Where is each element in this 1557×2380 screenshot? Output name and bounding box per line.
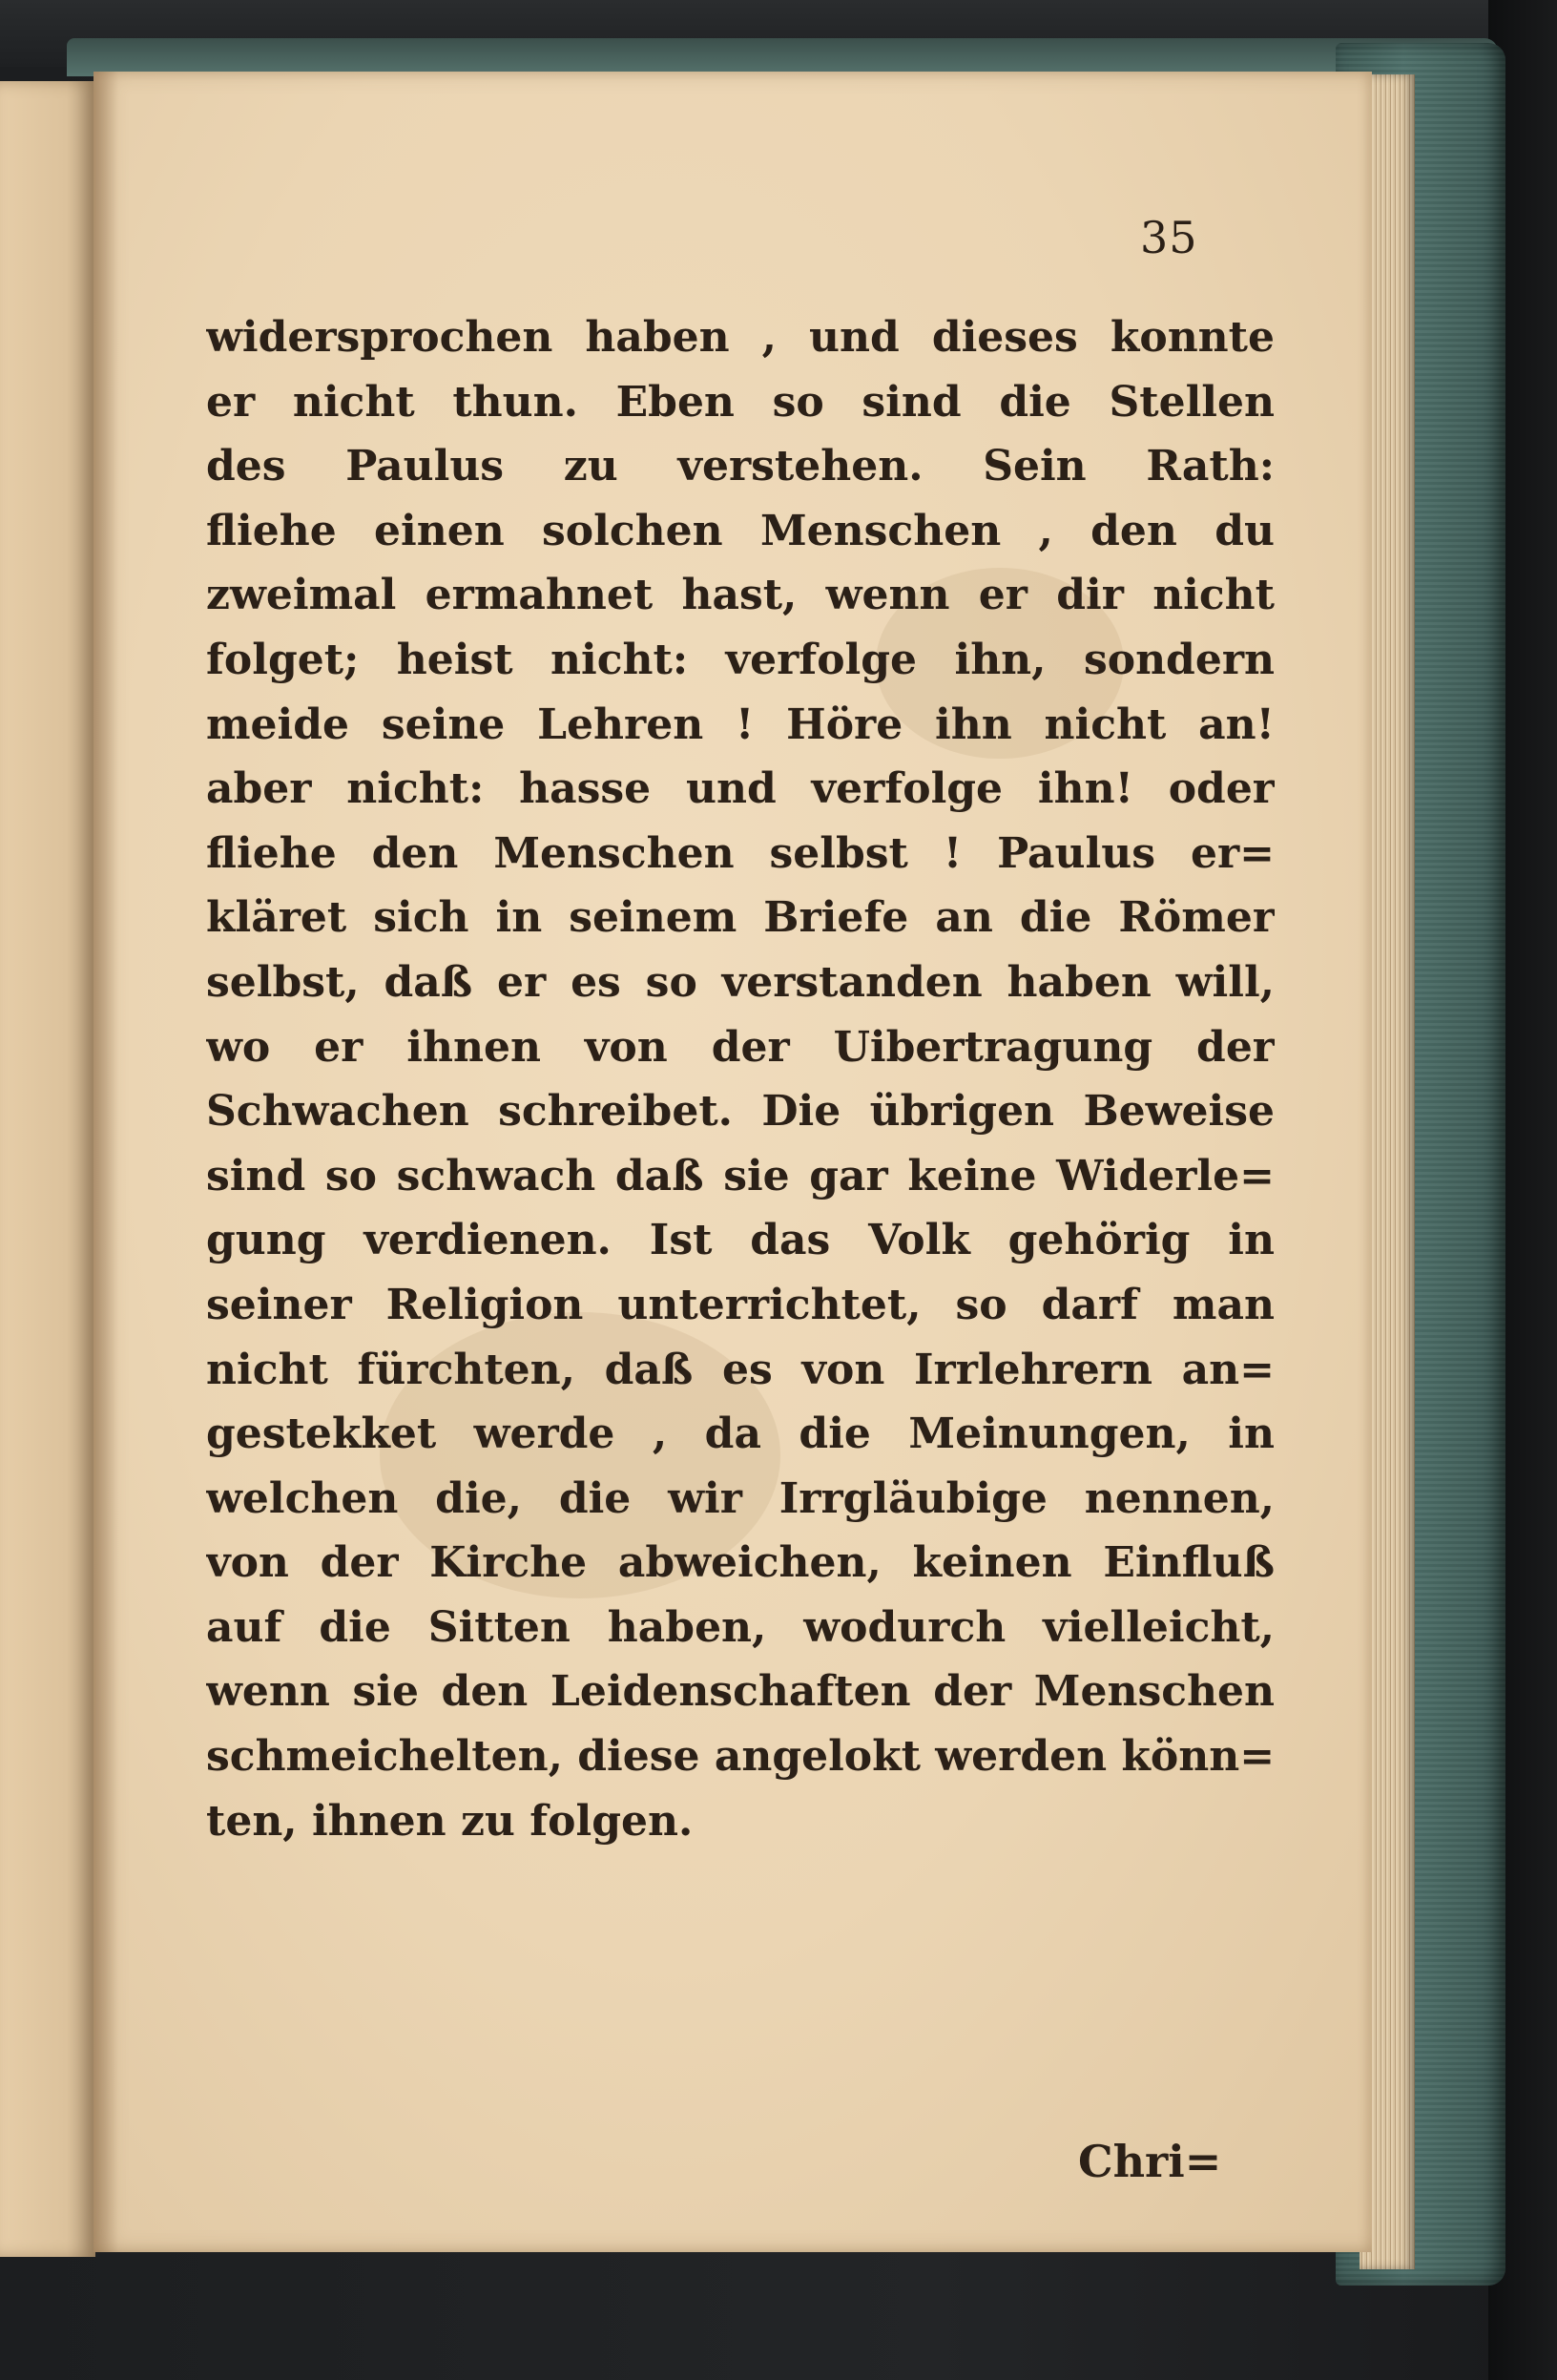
page-gutter-shadow xyxy=(93,72,118,2252)
text-line: zweimal ermahnet hast, wenn er dir nicht xyxy=(206,571,1275,620)
text-line: wo er ihnen von der Uibertragung der xyxy=(206,1022,1275,1072)
text-line: fliehe einen solchen Menschen , den du xyxy=(206,506,1275,555)
text-line: schmeichelten, diese angelokt werden könn= xyxy=(206,1732,1275,1782)
text-line: nicht fürchten, daß es von Irrlehrern an= xyxy=(206,1345,1275,1394)
book-page xyxy=(93,72,1372,2252)
text-body xyxy=(206,305,1275,1853)
book-cover-top xyxy=(67,38,1498,76)
text-line: meide seine Lehren ! Höre ihn nicht an! xyxy=(206,699,1275,749)
text-line: widersprochen haben , und dieses konnte xyxy=(206,313,1275,362)
text-line: gestekket werde , da die Meinungen, in xyxy=(206,1409,1275,1459)
text-line: selbst, daß er es so verstanden haben will, xyxy=(206,957,1275,1007)
text-line: ten, ihnen zu folgen. xyxy=(206,1796,694,1846)
text-line: gung verdienen. Ist das Volk gehörig in xyxy=(206,1216,1275,1265)
text-line: fliehe den Menschen selbst ! Paulus er= xyxy=(206,828,1275,878)
text-line: Schwachen schreibet. Die übrigen Beweise xyxy=(206,1087,1275,1137)
text-line: seiner Religion unterrichtet, so darf man xyxy=(206,1280,1275,1329)
text-line: von der Kirche abweichen, keinen Einfluß xyxy=(206,1538,1275,1588)
text-line: wenn sie den Leidenschaften der Menschen xyxy=(206,1667,1275,1717)
text-line: folget; heist nicht: verfolge ihn, sondern xyxy=(206,635,1275,684)
text-line: kläret sich in seinem Briefe an die Römer xyxy=(206,893,1275,943)
page-number: 35 xyxy=(1140,212,1198,263)
left-page xyxy=(0,81,95,2257)
text-line: des Paulus zu verstehen. Sein Rath: xyxy=(206,442,1275,491)
text-line: sind so schwach daß sie gar keine Widerle= xyxy=(206,1151,1275,1200)
text-line: auf die Sitten haben, wodurch vielleicht, xyxy=(206,1602,1275,1652)
text-line: er nicht thun. Eben so sind die Stellen xyxy=(206,377,1275,427)
text-line: welchen die, die wir Irrgläubige nennen, xyxy=(206,1473,1275,1523)
text-line: aber nicht: hasse und verfolge ihn! oder xyxy=(206,764,1275,814)
catchword: Chri= xyxy=(1078,2136,1222,2187)
